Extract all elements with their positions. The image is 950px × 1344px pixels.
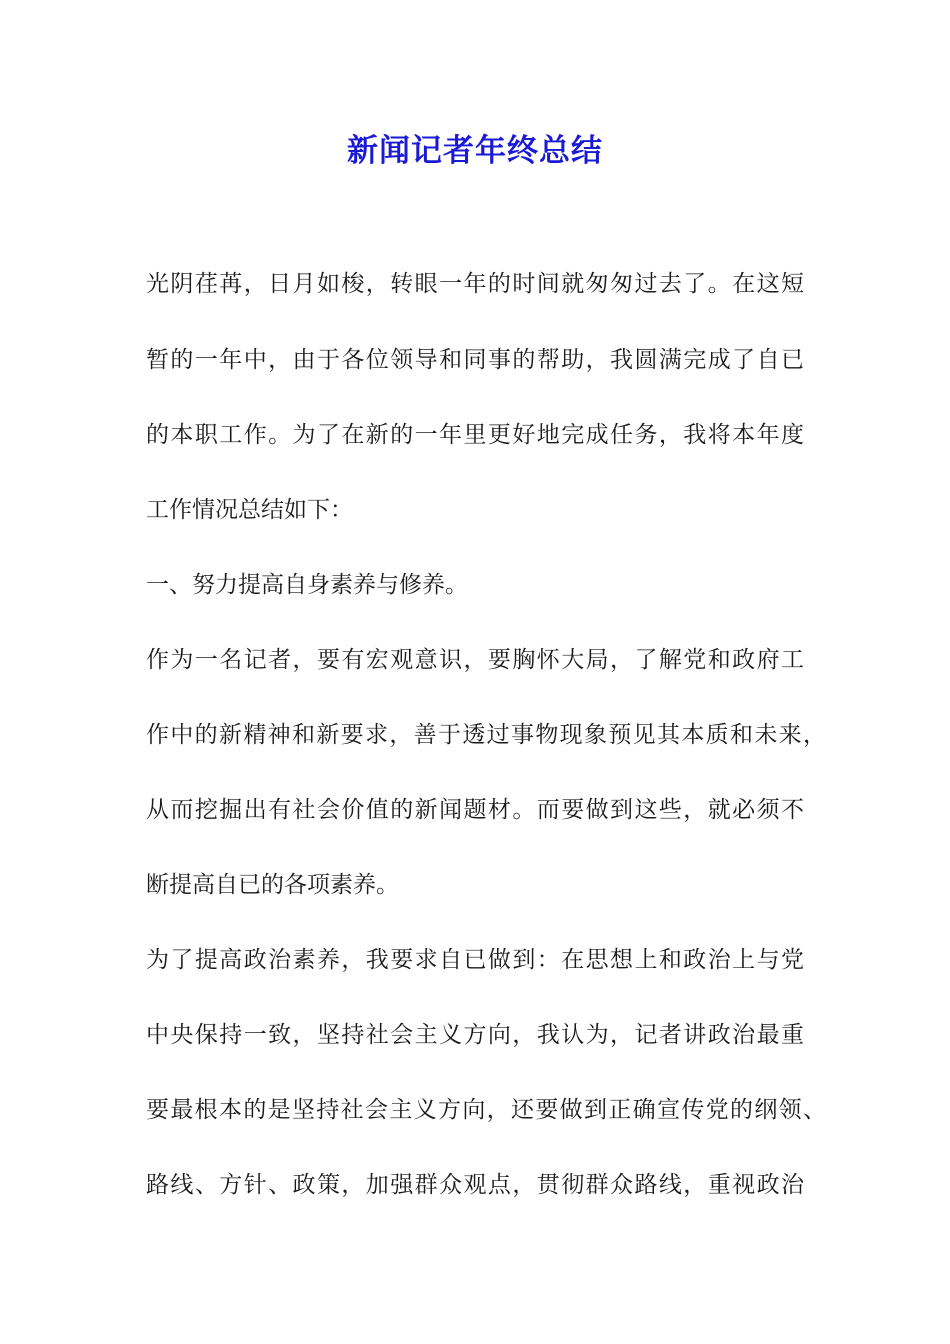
paragraph-line: 断提高自已的各项素养。	[146, 872, 399, 898]
paragraph-line: 的本职工作。为了在新的一年里更好地完成任务，我将本年度	[146, 422, 804, 448]
document-title: 新闻记者年终总结	[347, 133, 603, 169]
paragraph-line: 作为一名记者，要有宏观意识，要胸怀大局，了解党和政府工	[146, 647, 804, 673]
paragraph-line: 中央保持一致，坚持社会主义方向，我认为，记者讲政治最重	[146, 1022, 804, 1048]
paragraph-line: 暂的一年中，由于各位领导和同事的帮助，我圆满完成了自已	[146, 347, 804, 373]
paragraph-line: 作中的新精神和新要求，善于透过事物现象预见其本质和未来，	[146, 722, 826, 748]
paragraph-line: 光阴荏苒，日月如梭，转眼一年的时间就匆匆过去了。在这短	[146, 271, 804, 297]
paragraph-line: 从而挖掘出有社会价值的新闻题材。而要做到这些，就必须不	[146, 797, 804, 823]
paragraph-line: 工作情况总结如下：	[146, 497, 353, 523]
paragraph-line: 路线、方针、政策，加强群众观点，贯彻群众路线，重视政治	[146, 1172, 804, 1198]
section-heading: 一、努力提高自身素养与修养。	[146, 572, 468, 598]
paragraph-line: 要最根本的是坚持社会主义方向，还要做到正确宣传党的纲领、	[146, 1097, 826, 1123]
paragraph-line: 为了提高政治素养，我要求自已做到：在思想上和政治上与党	[146, 947, 804, 973]
